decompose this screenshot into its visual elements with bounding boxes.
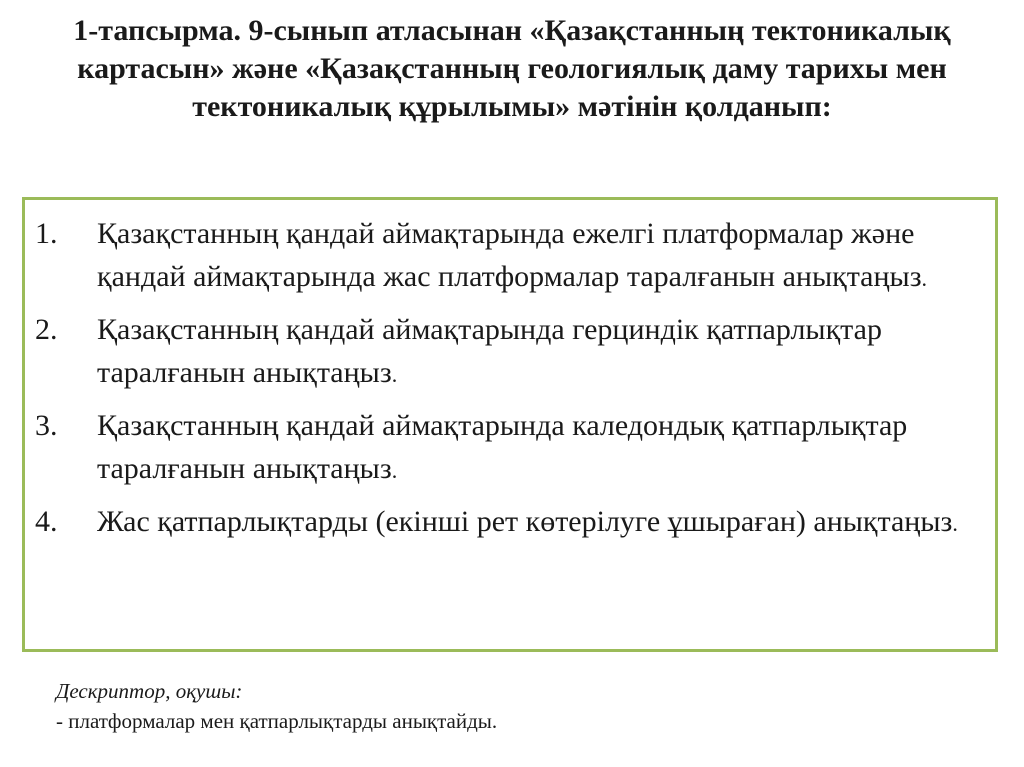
task-text-end: .: [921, 266, 928, 291]
task-list: [35, 212, 990, 553]
task-text: [97, 404, 990, 492]
task-number: 2.: [35, 313, 58, 346]
task-text: [97, 212, 990, 300]
tasks-box: [22, 197, 998, 652]
task-text-body: Қазақстанның қандай аймақтарында герциндік қатпарлықтар таралғанын анықтаңыз: [97, 313, 882, 389]
task-number: 4.: [35, 505, 58, 538]
task-text-end: .: [391, 362, 398, 387]
task-text-body: Қазақстанның қандай аймақтарында ежелгі платформалар және қандай аймақтарында жас платформалар таралғанын анықтаңыз: [97, 217, 922, 293]
task-text-body: Қазақстанның қандай аймақтарында каледондық қатпарлықтар таралғанын анықтаңыз: [97, 409, 908, 485]
task-instruction: 9-сынып атласынан «Қазақстанның тектоникалық картасын» және «Қазақстанның геологиялық даму тарихы мен тектоникалық құрылымы» мәтінін қолданып:: [77, 14, 951, 123]
task-label: 1-тапсырма.: [73, 14, 241, 47]
descriptor-block: [56, 676, 497, 736]
task-text: [97, 308, 990, 396]
task-item-1: [35, 212, 990, 300]
task-item-2: [35, 308, 990, 396]
task-item-3: [35, 404, 990, 492]
task-number: 3.: [35, 409, 58, 442]
slide-title: [24, 12, 1000, 126]
descriptor-line: - платформалар мен қатпарлықтарды анықтайды.: [56, 709, 498, 733]
descriptor-heading: Дескриптор, оқушы:: [56, 679, 243, 703]
task-text-end: .: [391, 458, 398, 483]
task-number: 1.: [35, 217, 58, 250]
task-text-body: Жас қатпарлықтарды (екінші рет көтерілуге ұшыраған) анықтаңыз: [97, 505, 953, 538]
task-text: [97, 500, 990, 545]
task-item-4: [35, 500, 990, 545]
task-text-end: .: [952, 511, 958, 536]
